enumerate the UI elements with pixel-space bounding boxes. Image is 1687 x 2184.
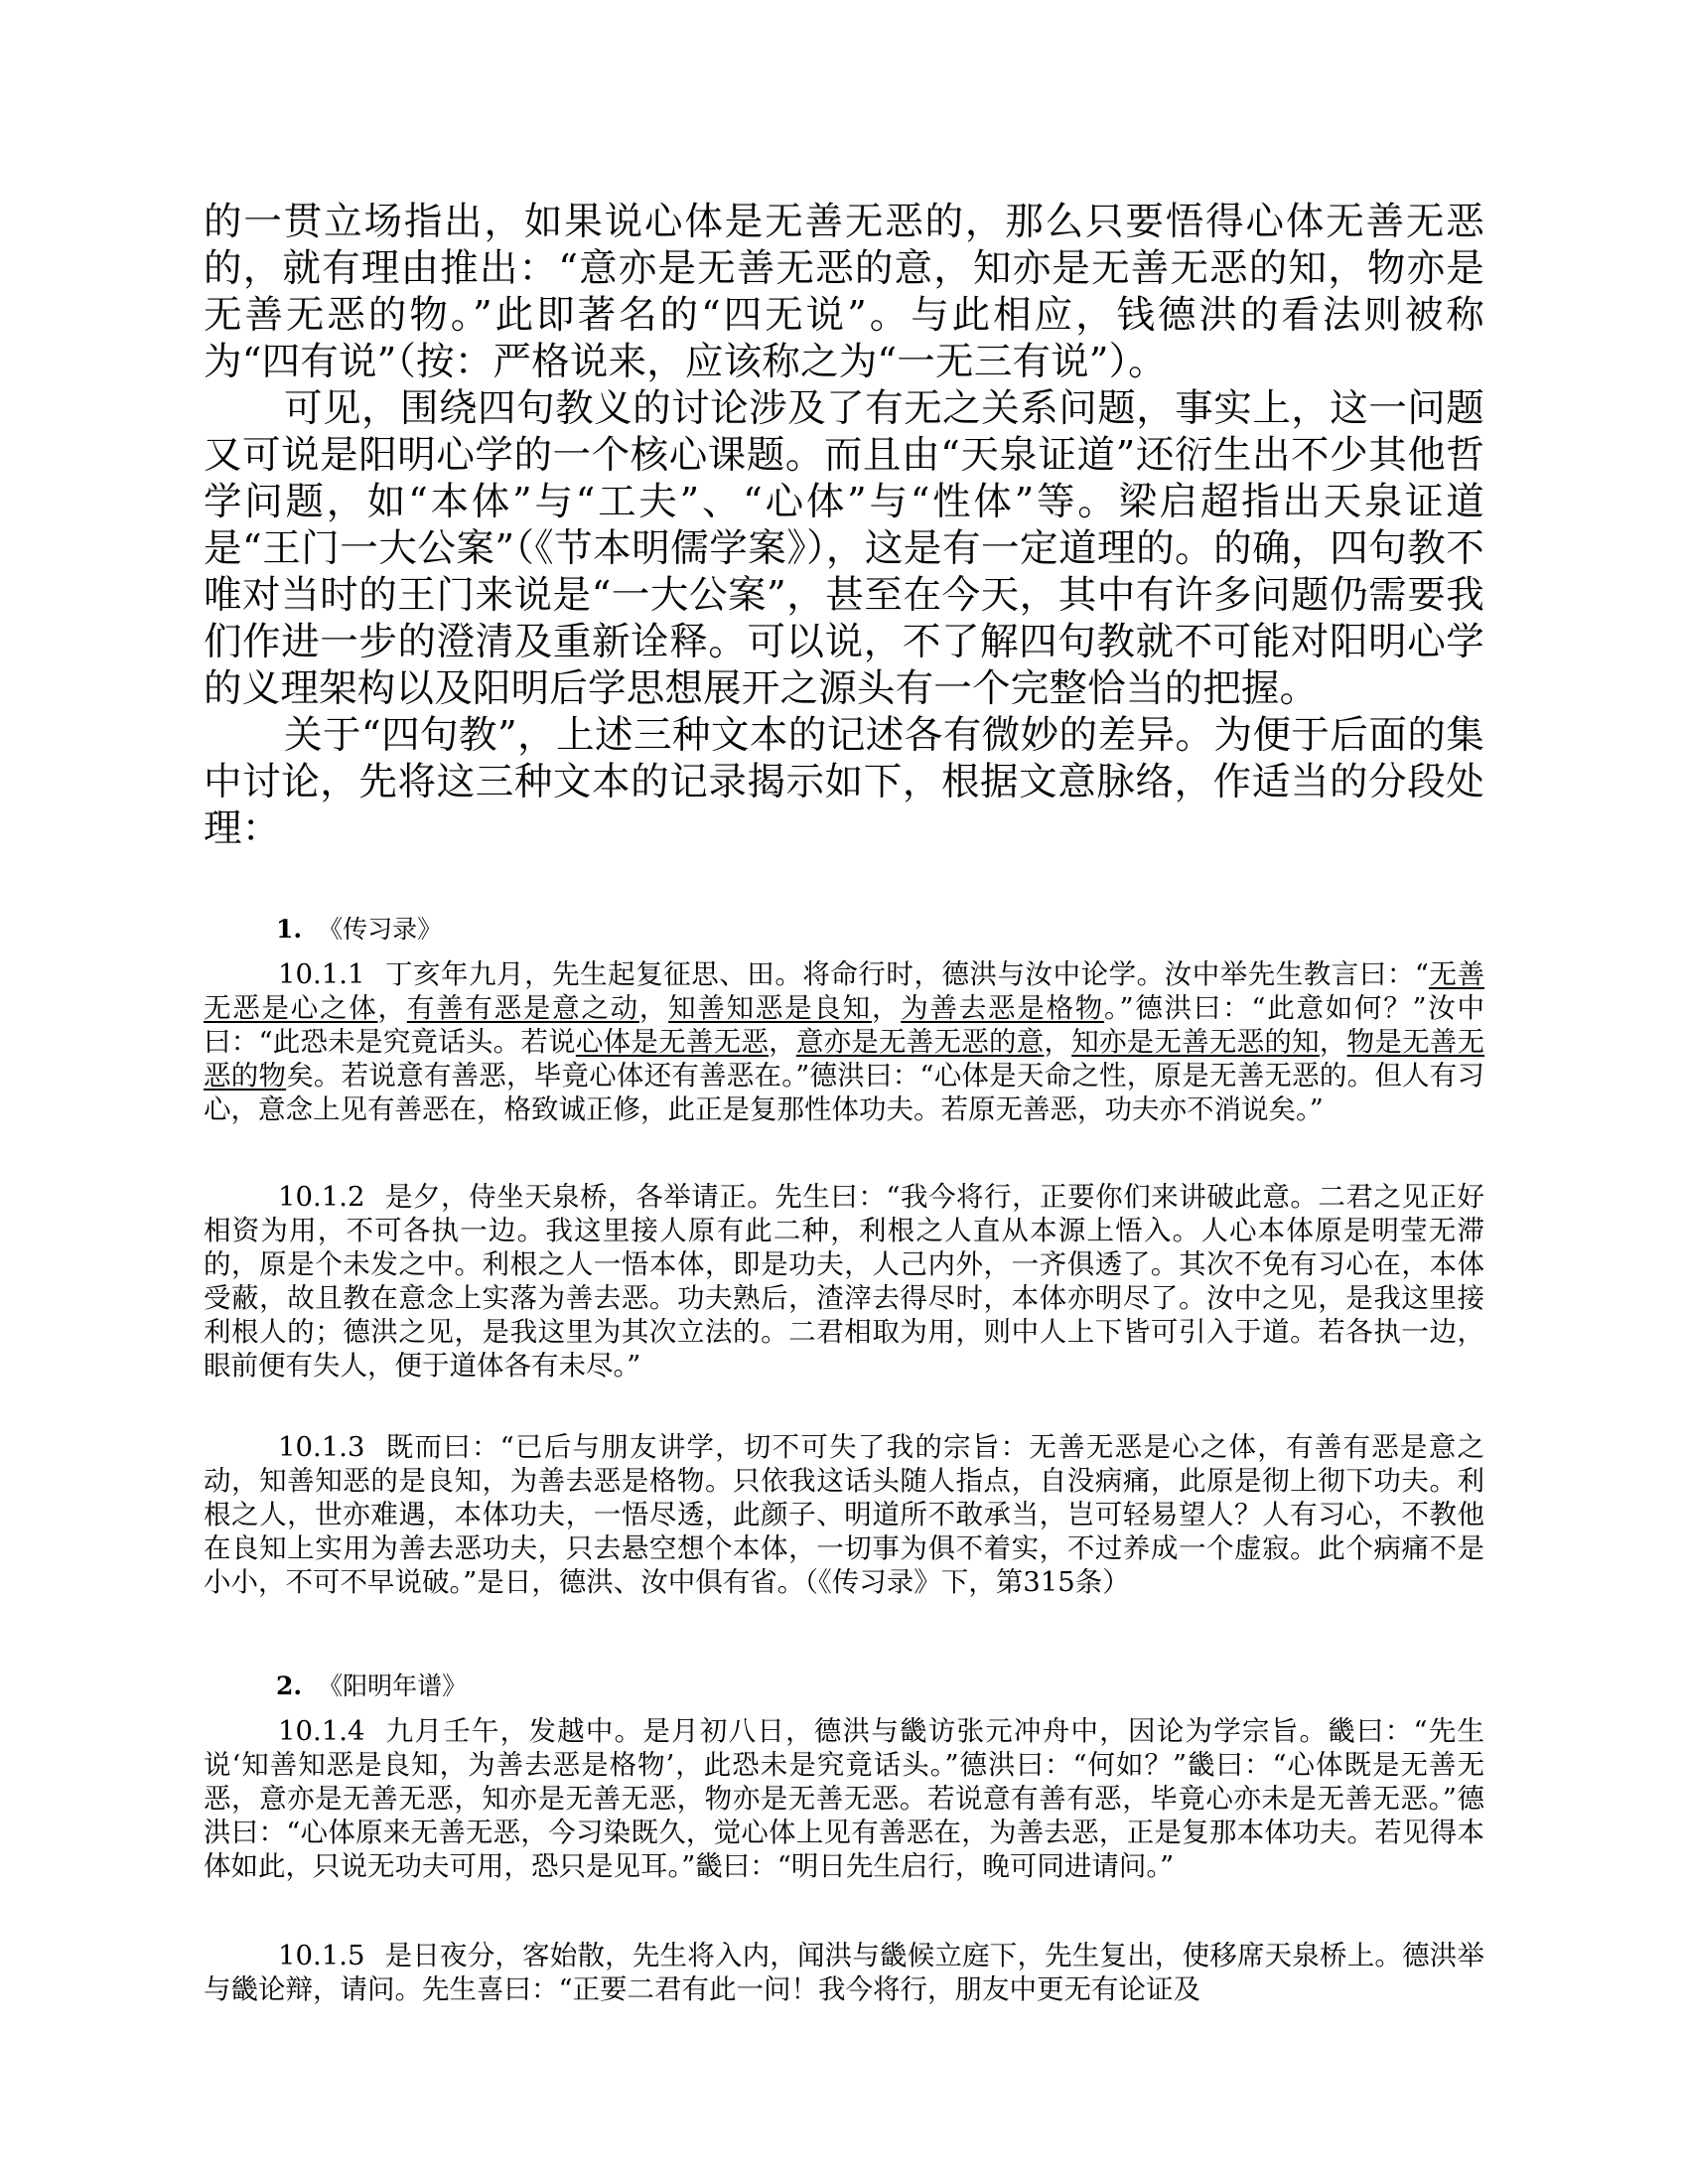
quote-paragraph	[204, 1430, 1484, 1599]
quote-text: 丁亥年九月，先生起复征思、田。将命行时，德洪与汝中论学。汝中举先生教言曰：“	[384, 958, 1429, 990]
passage-number: 10.1.1	[278, 958, 365, 990]
underlined-text: 无善无恶是心之体	[204, 958, 1485, 1024]
section-title: 《传习录》	[318, 915, 443, 944]
underlined-text: 心体是无善无恶	[575, 1026, 770, 1058]
quote-text: 是日夜分，客始散，先生将入内，闻洪与畿候立庭下，先生复出，使移席天泉桥上。德洪举与畿论辩，请问。先生喜曰：“正要二君有此一问！我今将行，朋友中更无有论证及	[204, 1940, 1484, 2005]
quote-text: ，	[638, 992, 669, 1024]
underlined-text: 知善知恶是良知	[668, 992, 872, 1024]
underlined-text: 为善去恶是格物	[901, 992, 1105, 1024]
quote-text: 是夕，侍坐天泉桥，各举请正。先生曰：“我今将行，正要你们来讲破此意。二君之见正好相资为用，不可各执一边。我这里接人原有此二种，利根之人直从本源上悟入。人心本体原是明莹无滞的，原是个未发之中。利根之人一悟本体，即是功夫，人己内外，一齐俱透了。其次不免有习心在，本体受蔽，故且教在意念上实落为善去恶。功夫熟后，渣滓去得尽时，本体亦明尽了。汝中之见，是我这里接利根人的；德洪之见，是我这里为其次立法的。二君相取为用，则中人上下皆可引入于道。若各执一边，眼前便有失人，便于道体各有未尽。”	[204, 1181, 1484, 1382]
section-number: 2.	[276, 1672, 303, 1700]
quote-paragraph	[204, 1180, 1484, 1383]
quote-text: 既而曰：“已后与朋友讲学，切不可失了我的宗旨：无善无恶是心之体，有善有恶是意之动，知善知恶的是良知，为善去恶是格物。只依我这话头随人指点，自没病痛，此原是彻上彻下功夫。利根之人，世亦难遇，本体功夫，一悟尽透，此颜子、明道所不敢承当，岂可轻易望人？人有习心，不教他在良知上实用为善去恶功夫，只去悬空想个本体，一切事为俱不着实，不过养成一个虚寂。此个病痛不是小小，不可不早说破。”是日，德洪、汝中俱有省。（《传习录》下，第315条）	[204, 1431, 1484, 1598]
quote-block	[204, 1180, 1484, 1383]
passage-number: 10.1.4	[278, 1715, 365, 1747]
quote-paragraph	[204, 1939, 1484, 2006]
section-title: 《阳明年谱》	[318, 1672, 468, 1700]
body-text	[204, 199, 1484, 852]
quote-text: 九月壬午，发越中。是月初八日，德洪与畿访张元冲舟中，因论为学宗旨。畿曰：“先生说‘知善知恶是良知，为善去恶是格物’，此恐未是究竟话头。”德洪曰：“何如？”畿曰：“心体既是无善无恶，意亦是无善无恶，知亦是无善无恶，物亦是无善无恶。若说意有善有恶，毕竟心亦未是无善无恶。”德洪曰：“心体原来无善无恶，今习染既久，觉心体上见有善恶在，为善去恶，正是复那本体功夫。若见得本体如此，只说无功夫可用，恐只是见耳。”畿曰：“明日先生启行，晚可同进请问。”	[204, 1715, 1484, 1882]
quote-block	[204, 1939, 1484, 2006]
quote-text: ，	[769, 1026, 796, 1058]
underlined-text: 有善有恶是意之动	[406, 992, 639, 1024]
quote-text: ，	[377, 992, 407, 1024]
quote-text: ，	[871, 992, 902, 1024]
quote-paragraph	[204, 957, 1484, 1126]
passage-number: 10.1.2	[278, 1181, 365, 1213]
underlined-text: 意亦是无善无恶的意	[795, 1026, 1045, 1058]
body-paragraph: 的一贯立场指出，如果说心体是无善无恶的，那么只要悟得心体无善无恶的，就有理由推出：“意亦是无善无恶的意，知亦是无善无恶的知，物亦是无善无恶的物。”此即著名的“四无说”。与此相应，钱德洪的看法则被称为“四有说”（按：严格说来，应该称之为“一无三有说”）。	[204, 200, 1484, 384]
quote-block	[204, 957, 1484, 1126]
section-number: 1.	[276, 915, 303, 944]
passage-number: 10.1.5	[278, 1940, 365, 1971]
quote-text: ，	[1319, 1026, 1347, 1058]
body-paragraph: 关于“四句教”，上述三种文本的记述各有微妙的差异。为便于后面的集中讨论，先将这三种文本的记录揭示如下，根据文意脉络，作适当的分段处理：	[204, 713, 1484, 851]
underlined-text: 知亦是无善无恶的知	[1071, 1026, 1320, 1058]
quote-text: 。”德洪曰：“此意如何？”汝中曰：“此恐未是究竟话头。若说	[204, 992, 1485, 1058]
underlined-text: 物是无善无恶的物	[204, 1026, 1485, 1092]
body-paragraph: 可见，围绕四句教义的讨论涉及了有无之关系问题，事实上，这一问题又可说是阳明心学的一个核心课题。而且由“天泉证道”还衍生出不少其他哲学问题，如“本体”与“工夫”、“心体”与“性体”等。梁启超指出天泉证道是“王门一大公案”（《节本明儒学案》），这是有一定道理的。的确，四句教不唯对当时的王门来说是“一大公案”，甚至在今天，其中有许多问题仍需要我们作进一步的澄清及重新诠释。可以说，不了解四句教就不可能对阳明心学的义理架构以及阳明后学思想展开之源头有一个完整恰当的把握。	[204, 386, 1484, 711]
quote-text: 矣。若说意有善恶，毕竟心体还有善恶在。”德洪曰：“心体是天命之性，原是无善无恶的。但人有习心，意念上见有善恶在，格致诚正修，此正是复那性体功夫。若原无善恶，功夫亦不消说矣。”	[204, 1060, 1484, 1125]
quote-paragraph	[204, 1714, 1484, 1883]
passage-number: 10.1.3	[278, 1431, 365, 1463]
section-heading	[276, 914, 442, 946]
quote-block	[204, 1714, 1484, 1883]
quote-text: ，	[1044, 1026, 1072, 1058]
quote-block	[204, 1430, 1484, 1599]
section-heading	[276, 1671, 467, 1702]
